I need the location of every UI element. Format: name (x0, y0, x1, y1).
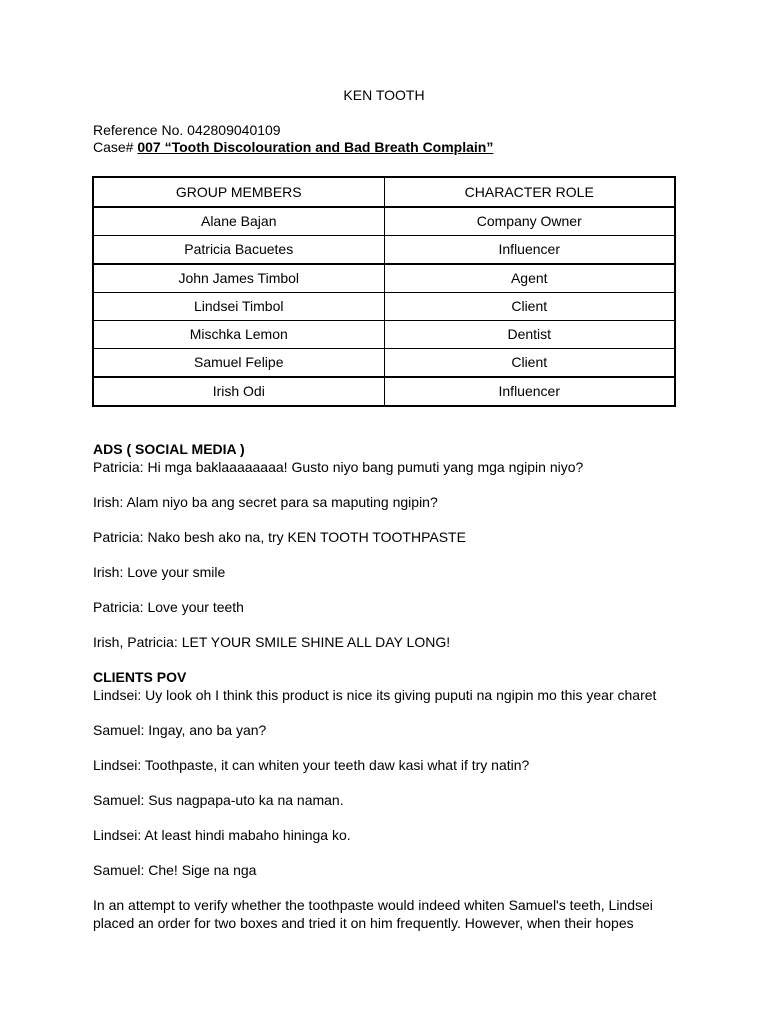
dialogue-line: Samuel: Ingay, ano ba yan? (93, 722, 267, 738)
member-cell: Irish Odi (93, 377, 384, 406)
table-row (93, 377, 675, 406)
member-cell: Lindsei Timbol (93, 293, 384, 321)
table-row (93, 321, 675, 349)
dialogue-line: Lindsei: Uy look oh I think this product is nice its giving puputi na ngipin mo this year charet (93, 687, 657, 703)
dialogue-line: Samuel: Sus nagpapa-uto ka na naman. (93, 792, 344, 808)
role-cell: Influencer (384, 236, 675, 265)
member-cell: John James Timbol (93, 264, 384, 293)
role-cell: Dentist (384, 321, 675, 349)
dialogue-line: Patricia: Love your teeth (93, 599, 244, 615)
header-group-members: GROUP MEMBERS (93, 177, 384, 207)
role-cell: Influencer (384, 377, 675, 406)
table-row (93, 207, 675, 236)
role-cell: Company Owner (384, 207, 675, 236)
dialogue-line: Samuel: Che! Sige na nga (93, 862, 257, 878)
ads-heading: ADS ( SOCIAL MEDIA ) (93, 441, 245, 457)
member-cell: Alane Bajan (93, 207, 384, 236)
table-row (93, 293, 675, 321)
clients-heading: CLIENTS POV (93, 669, 187, 685)
case-prefix: Case# (93, 139, 138, 155)
member-cell: Samuel Felipe (93, 349, 384, 378)
table-row (93, 349, 675, 378)
member-cell: Mischka Lemon (93, 321, 384, 349)
case-line (93, 139, 493, 156)
roles-table (92, 176, 676, 407)
role-cell: Agent (384, 264, 675, 293)
case-title: 007 “Tooth Discolouration and Bad Breath Complain” (137, 139, 494, 155)
header-character-role: CHARACTER ROLE (384, 177, 675, 207)
dialogue-line: Irish, Patricia: LET YOUR SMILE SHINE ALL DAY LONG! (93, 634, 451, 650)
reference-number: Reference No. 042809040109 (93, 122, 281, 138)
role-cell: Client (384, 293, 675, 321)
dialogue-line: Patricia: Nako besh ako na, try KEN TOOTH TOOTHPASTE (93, 529, 466, 545)
narrative-line: placed an order for two boxes and tried it on him frequently. However, when their hopes (93, 915, 634, 931)
member-cell: Patricia Bacuetes (93, 236, 384, 265)
table-row (93, 264, 675, 293)
narrative-line: In an attempt to verify whether the toothpaste would indeed whiten Samuel's teeth, Lindsei (93, 897, 653, 913)
dialogue-line: Lindsei: Toothpaste, it can whiten your teeth daw kasi what if try natin? (93, 757, 530, 773)
dialogue-line: Irish: Love your smile (93, 564, 226, 580)
dialogue-line: Patricia: Hi mga baklaaaaaaaa! Gusto niyo bang pumuti yang mga ngipin niyo? (93, 459, 584, 475)
dialogue-line: Lindsei: At least hindi mabaho hininga ko. (93, 827, 351, 843)
table-header-row (93, 177, 675, 207)
script-content (93, 440, 683, 932)
table-row (93, 236, 675, 265)
role-cell: Client (384, 349, 675, 378)
dialogue-line: Irish: Alam niyo ba ang secret para sa maputing ngipin? (93, 494, 438, 510)
page-title: KEN TOOTH (343, 87, 425, 103)
